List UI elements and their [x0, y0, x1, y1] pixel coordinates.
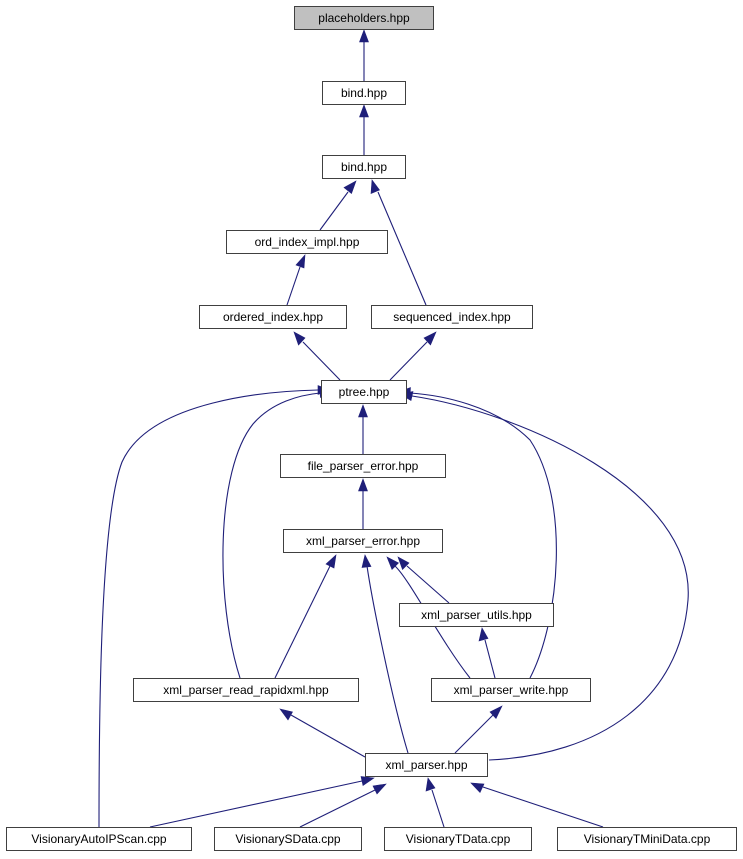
edge-ptree-orderedindex: [294, 332, 340, 380]
edge-xmlparser-ptree: [400, 392, 688, 761]
node-xml-parser-hpp[interactable]: [365, 753, 488, 777]
node-placeholders-hpp[interactable]: [294, 6, 434, 30]
node-label: sequenced_index.hpp: [393, 310, 511, 324]
node-label: bind.hpp: [340, 160, 388, 174]
node-label: ptree.hpp: [338, 385, 390, 399]
edge-xmlparserwrite-xmlparserutils: [479, 628, 495, 678]
edge-xmlparsererror-fileparsererror: [359, 479, 368, 529]
edge-visionarysdata-xmlparser: [300, 784, 386, 827]
edge-xmlparser-xmlparserread: [280, 709, 365, 757]
node-bind-hpp-2[interactable]: [322, 155, 406, 179]
node-label: ordered_index.hpp: [222, 310, 324, 324]
node-file-parser-error-hpp[interactable]: [280, 454, 446, 478]
edge-visionaryautoipscan-xmlparser: [150, 777, 374, 828]
node-label: VisionarySData.cpp: [235, 832, 341, 846]
node-xml-parser-read-rapidxml-hpp[interactable]: [133, 678, 359, 702]
edge-orderedindex-ordindeximpl: [287, 255, 305, 305]
node-label: VisionaryTData.cpp: [405, 832, 511, 846]
node-bind-hpp-1[interactable]: [322, 81, 406, 105]
edge-visionaryautoipscan-ptree: [99, 386, 330, 828]
node-label: xml_parser_read_rapidxml.hpp: [163, 683, 329, 697]
node-ordered-index-hpp[interactable]: [199, 305, 347, 329]
node-label: VisionaryTMiniData.cpp: [583, 832, 711, 846]
edge-xmlparser-xmlparserwrite: [455, 706, 502, 753]
edge-fileparsererror-ptree: [359, 405, 368, 454]
edge-ordindeximpl-bind2: [320, 181, 356, 230]
node-label: VisionaryAutoIPScan.cpp: [31, 832, 167, 846]
node-xml-parser-error-hpp[interactable]: [283, 529, 443, 553]
edge-bind1-placeholders: [360, 30, 369, 81]
edge-xmlparserread-xmlparsererror: [275, 555, 336, 678]
node-xml-parser-utils-hpp[interactable]: [399, 603, 554, 627]
edge-visionarytdata-xmlparser: [426, 778, 444, 827]
node-label: file_parser_error.hpp: [307, 459, 419, 473]
node-ord-index-impl-hpp[interactable]: [226, 230, 388, 254]
node-visionary-tminidata-cpp[interactable]: [557, 827, 737, 851]
node-visionary-tdata-cpp[interactable]: [384, 827, 532, 851]
edge-xmlparser-xmlparsererror: [362, 555, 408, 753]
node-label: placeholders.hpp: [318, 11, 410, 25]
node-label: xml_parser_error.hpp: [305, 534, 421, 548]
node-sequenced-index-hpp[interactable]: [371, 305, 533, 329]
node-label: xml_parser_utils.hpp: [421, 608, 532, 622]
node-ptree-hpp[interactable]: [321, 380, 407, 404]
node-xml-parser-write-hpp[interactable]: [431, 678, 591, 702]
node-label: xml_parser_write.hpp: [453, 683, 569, 697]
edge-visionarytminidata-xmlparser: [471, 783, 603, 827]
node-label: bind.hpp: [340, 86, 388, 100]
node-visionary-sdata-cpp[interactable]: [214, 827, 362, 851]
edge-ptree-sequencedindex: [390, 332, 436, 380]
node-label: xml_parser.hpp: [385, 758, 468, 772]
node-visionary-autoipscan-cpp[interactable]: [6, 827, 192, 851]
node-label: ord_index_impl.hpp: [254, 235, 360, 249]
edge-bind2-bind1: [360, 105, 369, 155]
